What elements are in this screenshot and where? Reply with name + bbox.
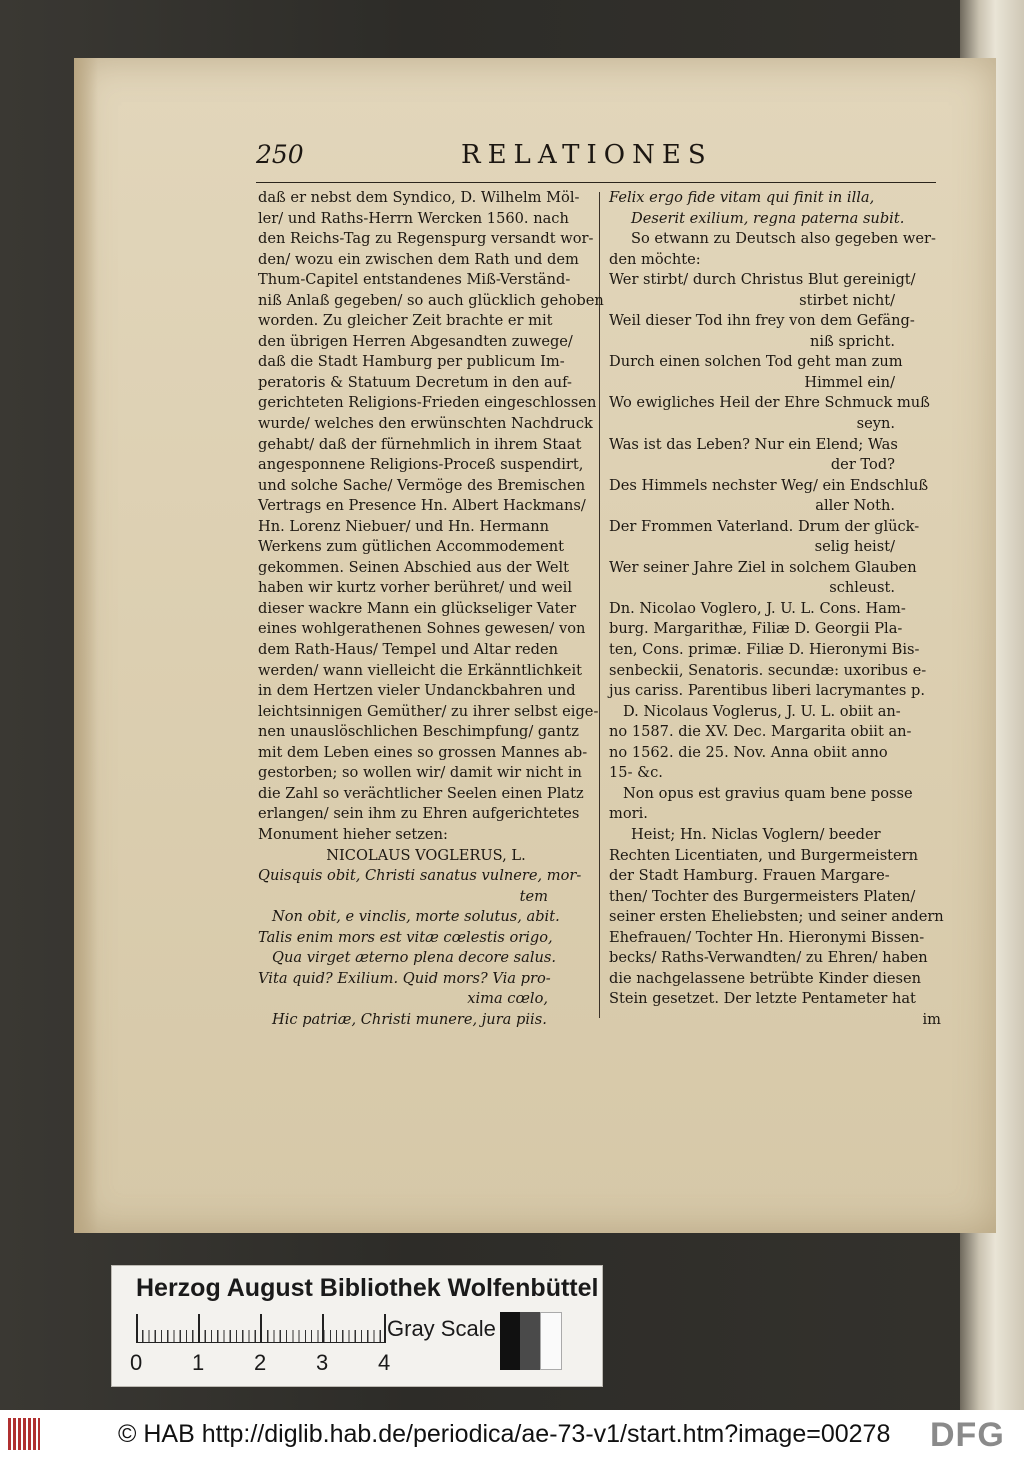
dfg-logo: DFG xyxy=(930,1416,1005,1454)
text-line: D. Nicolaus Voglerus, J. U. L. obiit an- xyxy=(623,702,901,720)
ruler-major-tick xyxy=(322,1314,324,1342)
text-line: erlangen/ sein ihm zu Ehren aufgerichtetes xyxy=(258,805,580,823)
text-line: no 1587. die XV. Dec. Margarita obiit an- xyxy=(609,723,912,741)
text-line: dem Rath-Haus/ Tempel und Altar reden xyxy=(258,641,559,659)
text-line: den übrigen Herren Abgesandten zuwege/ xyxy=(258,332,573,350)
text-line: gehabt/ daß der fürnehmlich in ihrem Staat xyxy=(258,435,582,453)
epitaph-line: Qua virget æterno plena decore salus. xyxy=(272,949,557,967)
text-line: stirbet nicht/ xyxy=(799,291,895,309)
measuring-ruler xyxy=(136,1314,386,1343)
text-line: Hn. Lorenz Niebuer/ und Hn. Hermann xyxy=(258,517,550,535)
epitaph-line: xima cœlo, xyxy=(467,990,548,1008)
text-line: jus cariss. Parentibus liberi lacrymantes p. xyxy=(609,682,926,700)
epitaph-line: Hic patriæ, Christi munere, jura piis. xyxy=(272,1010,547,1028)
footer-bar xyxy=(0,1410,1024,1458)
text-line: Heist; Hn. Niclas Voglern/ beeder xyxy=(631,825,881,843)
text-line: ler/ und Raths-Herrn Wercken 1560. nach xyxy=(258,209,569,227)
text-line: wurde/ welches den erwünschten Nachdruck xyxy=(258,415,593,433)
text-line: mori. xyxy=(609,805,648,823)
ruler-number: 2 xyxy=(254,1350,267,1375)
text-line: Wer stirbt/ durch Christus Blut gereinigt/ xyxy=(609,271,916,289)
gray-scale-label: Gray Scale xyxy=(387,1316,496,1341)
running-title: RELATIONES xyxy=(461,140,713,170)
text-line: aller Noth. xyxy=(815,497,895,515)
text-line: Werkens zum gütlichen Accommodement xyxy=(258,538,565,556)
epitaph-line: Quisquis obit, Christi sanatus vulnere, mor- xyxy=(258,867,582,885)
page-header xyxy=(256,140,946,176)
text-line: worden. Zu gleicher Zeit brachte er mit xyxy=(258,312,553,330)
text-line: Non opus est gravius quam bene posse xyxy=(623,784,913,802)
gray-patch-dark xyxy=(520,1312,540,1370)
text-line: Thum-Capitel entstandenes Miß-Verständ- xyxy=(258,271,571,289)
epitaph-title: NICOLAUS VOGLERUS, L. xyxy=(326,846,526,864)
text-line: Vertrags en Presence Hn. Albert Hackmans/ xyxy=(258,497,586,515)
text-line: den/ wozu ein zwischen dem Rath und dem xyxy=(258,250,579,268)
text-line: nen unauslöschlichen Beschimpfung/ gantz xyxy=(258,723,579,741)
column-divider xyxy=(599,192,600,1018)
text-line: 15- &c. xyxy=(609,764,663,782)
ruler-major-tick xyxy=(136,1314,138,1342)
gray-patch-white xyxy=(540,1312,562,1370)
text-line: leichtsinnigen Gemüther/ zu ihrer selbst eige- xyxy=(258,702,599,720)
text-line: die Zahl so verächtlicher Seelen einen Platz xyxy=(258,784,584,802)
text-line: burg. Margarithæ, Filiæ D. Georgii Pla- xyxy=(609,620,903,638)
text-line: gestorben; so wollen wir/ damit wir nicht in xyxy=(258,764,582,782)
text-line: no 1562. die 25. Nov. Anna obiit anno xyxy=(609,743,888,761)
scale-target xyxy=(111,1265,603,1387)
epitaph-line: Non obit, e vinclis, morte solutus, abit. xyxy=(272,908,560,926)
text-line: then/ Tochter des Burgermeisters Platen/ xyxy=(609,887,916,905)
text-line: Rechten Licentiaten, und Burgermeistern xyxy=(609,846,919,864)
text-line: daß er nebst dem Syndico, D. Wilhelm Möl- xyxy=(258,189,580,206)
library-name: Herzog August Bibliothek Wolfenbüttel xyxy=(136,1274,599,1302)
text-line: seyn. xyxy=(856,415,895,433)
ruler-number: 0 xyxy=(130,1350,143,1375)
text-line: Monument hieher setzen: xyxy=(258,825,448,843)
text-line: seiner ersten Eheliebsten; und seiner andern xyxy=(609,908,944,926)
ruler-number: 1 xyxy=(192,1350,205,1375)
text-line: Der Frommen Vaterland. Drum der glück- xyxy=(609,517,920,535)
text-line: gerichteten Religions-Frieden eingeschlossen xyxy=(258,394,597,412)
text-line: Des Himmels nechster Weg/ ein Endschluß xyxy=(609,476,929,494)
text-line: schleust. xyxy=(829,579,895,597)
text-line: den Reichs-Tag zu Regenspurg versandt wor- xyxy=(258,230,594,248)
ruler-major-tick xyxy=(260,1314,262,1342)
text-line: in dem Hertzen vieler Undanckbahren und xyxy=(258,682,576,700)
text-line: Ehefrauen/ Tochter Hn. Hieronymi Bissen- xyxy=(609,928,925,946)
text-line: Himmel ein/ xyxy=(804,373,895,391)
text-line: Was ist das Leben? Nur ein Elend; Was xyxy=(609,435,898,453)
text-line: daß die Stadt Hamburg per publicum Im- xyxy=(258,353,565,371)
ruler-number: 4 xyxy=(378,1350,391,1375)
text-line: und solche Sache/ Vermöge des Bremischen xyxy=(258,476,586,494)
text-line: der Tod? xyxy=(830,456,895,474)
text-line: dieser wackre Mann ein glückseliger Vater xyxy=(258,599,577,617)
text-line: selig heist/ xyxy=(814,538,895,556)
text-line: So etwann zu Deutsch also gegeben wer- xyxy=(631,230,936,248)
page-number: 250 xyxy=(256,140,304,169)
hab-logo-icon xyxy=(8,1418,40,1450)
text-line: mit dem Leben eines so grossen Mannes ab- xyxy=(258,743,588,761)
text-line: Stein gesetzet. Der letzte Pentameter hat xyxy=(609,990,916,1008)
text-line: Felix ergo fide vitam qui finit in illa, xyxy=(609,189,875,206)
text-line: niß spricht. xyxy=(809,332,895,350)
ruler-major-tick xyxy=(384,1314,386,1342)
text-line: gekommen. Seinen Abschied aus der Welt xyxy=(258,558,570,576)
text-line: Deserit exilium, regna paterna subit. xyxy=(631,209,905,227)
text-line: Dn. Nicolao Voglero, J. U. L. Cons. Ham- xyxy=(609,599,906,617)
text-line: Wer seiner Jahre Ziel in solchem Glauben xyxy=(609,558,917,576)
text-line: Weil dieser Tod ihn frey von dem Gefäng- xyxy=(609,312,915,330)
text-line: angesponnene Religions-Proceß suspendirt, xyxy=(258,456,584,474)
text-line: ten, Cons. primæ. Filiæ D. Hieronymi Bis- xyxy=(609,641,920,659)
gutter-shadow xyxy=(74,58,98,1233)
catchword: im xyxy=(922,1010,941,1028)
text-line: die nachgelassene betrübte Kinder diesen xyxy=(609,969,922,987)
gray-patch-black xyxy=(500,1312,520,1370)
header-rule xyxy=(256,182,936,183)
text-line: werden/ wann vielleicht die Erkänntlichkeit xyxy=(258,661,582,679)
left-column xyxy=(258,188,604,1030)
epitaph-line: tem xyxy=(519,887,548,905)
text-line: becks/ Raths-Verwandten/ zu Ehren/ haben xyxy=(609,949,928,967)
text-line: Durch einen solchen Tod geht man zum xyxy=(609,353,903,371)
epitaph-line: Talis enim mors est vitæ cœlestis origo, xyxy=(258,928,553,946)
text-line: haben wir kurtz vorher berühret/ und weil xyxy=(258,579,572,597)
copyright-link[interactable]: © HAB http://diglib.hab.de/periodica/ae-73-v1/start.htm?image=00278 xyxy=(118,1420,891,1448)
ruler-number: 3 xyxy=(316,1350,329,1375)
text-line: peratoris & Statuum Decretum in den auf- xyxy=(258,373,572,391)
text-line: eines wohlgerathenen Sohnes gewesen/ von xyxy=(258,620,586,638)
ruler-major-tick xyxy=(198,1314,200,1342)
text-line: der Stadt Hamburg. Frauen Margare- xyxy=(609,867,890,885)
text-line: niß Anlaß gegeben/ so auch glücklich gehoben xyxy=(258,291,604,309)
text-line: den möchte: xyxy=(609,250,701,268)
epitaph-line: Vita quid? Exilium. Quid mors? Via pro- xyxy=(258,969,551,987)
text-line: Wo ewigliches Heil der Ehre Schmuck muß xyxy=(609,394,930,412)
text-line: senbeckii, Senatoris. secundæ: uxoribus e- xyxy=(609,661,927,679)
right-column xyxy=(609,188,944,1030)
